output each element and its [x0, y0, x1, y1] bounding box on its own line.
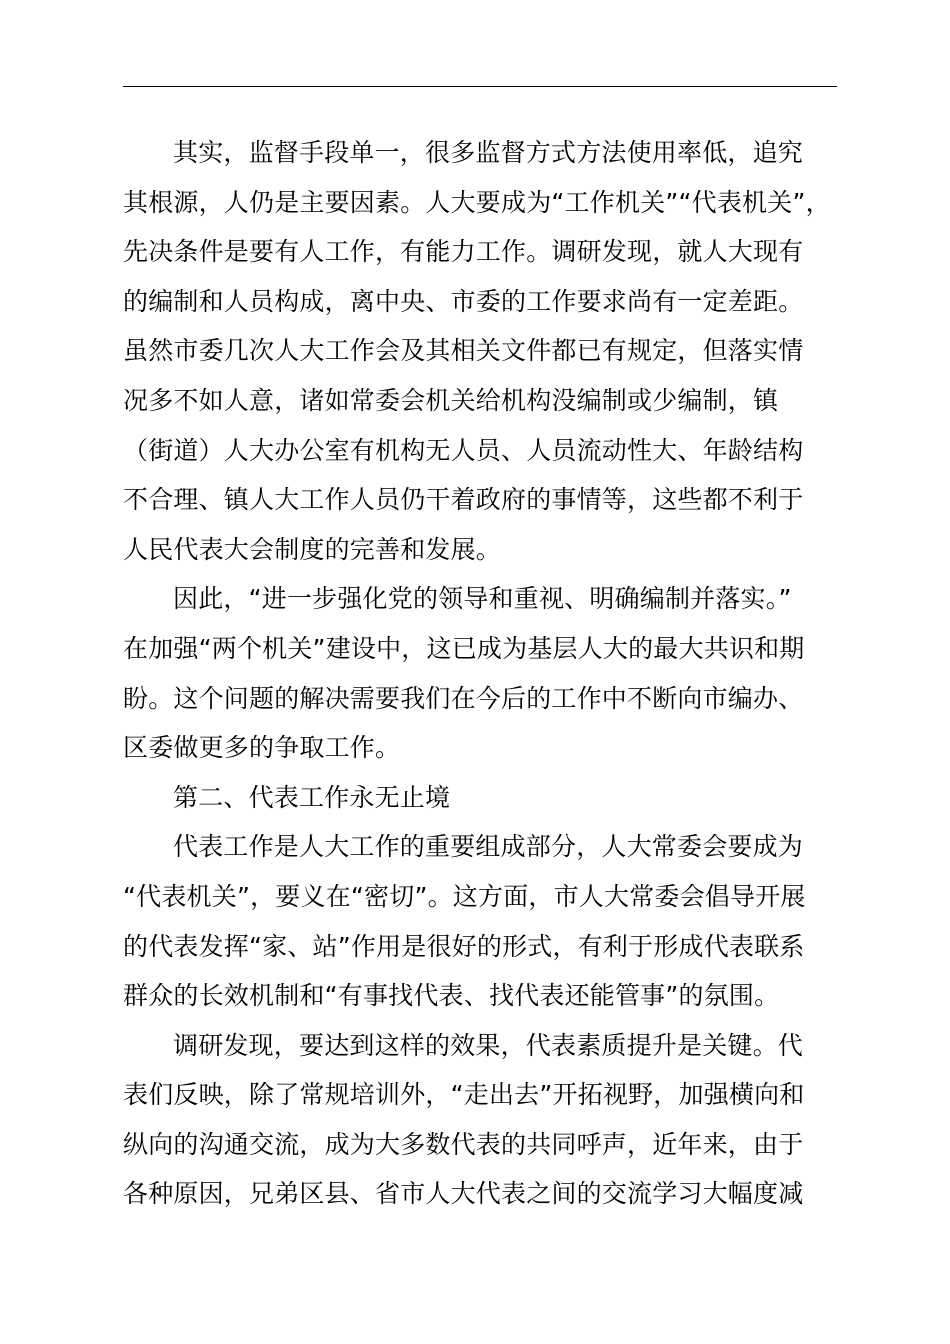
text-line: 其根源，人仍是主要因素。人大要成为“工作机关”“代表机关”， [123, 187, 831, 217]
text-line: 的代表发挥“家、站”作用是很好的形式，有利于形成代表联系 [123, 931, 805, 961]
text-line: 表们反映，除了常规培训外，“走出去”开拓视野，加强横向和 [123, 1080, 805, 1110]
text-line: 区委做更多的争取工作。 [123, 733, 401, 763]
text-line: 其实，监督手段单一，很多监督方式方法使用率低，追究 [173, 138, 804, 167]
text-line: 盼。这个问题的解决需要我们在今后的工作中不断向市编办、 [123, 683, 804, 713]
text-line: 人民代表大会制度的完善和发展。 [123, 534, 502, 564]
body-text [123, 128, 837, 1219]
text-line: 先决条件是要有人工作，有能力工作。调研发现，就人大现有 [123, 237, 804, 267]
text-line: 的编制和人员构成，离中央、市委的工作要求尚有一定差距。 [123, 286, 804, 316]
text-line: 不合理、镇人大工作人员仍干着政府的事情等，这些都不利于 [123, 485, 804, 515]
text-line: 因此，“进一步强化党的领导和重视、明确编制并落实。” [173, 584, 792, 614]
text-line: 第二、代表工作永无止境 [173, 782, 451, 812]
text-line: 纵向的沟通交流，成为大多数代表的共同呼声，近年来，由于 [123, 1129, 804, 1159]
text-line: “代表机关”，要义在“密切”。这方面，市人大常委会倡导开展 [123, 881, 806, 911]
text-line: 代表工作是人大工作的重要组成部分，人大常委会要成为 [173, 832, 804, 862]
text-line: （街道）人大办公室有机构无人员、人员流动性大、年龄结构 [123, 435, 804, 465]
header-rule [123, 86, 837, 87]
text-line: 在加强“两个机关”建设中，这已成为基层人大的最大共识和期 [123, 633, 805, 663]
text-line: 调研发现，要达到这样的效果，代表素质提升是关键。代 [173, 1030, 804, 1060]
text-line: 况多不如人意，诸如常委会机关给机构没编制或少编制，镇 [123, 385, 779, 415]
text-line: 虽然市委几次人大工作会及其相关文件都已有规定，但落实情 [123, 336, 804, 366]
text-line: 各种原因，兄弟区县、省市人大代表之间的交流学习大幅度减 [123, 1179, 804, 1209]
text-line: 群众的长效机制和“有事找代表、找代表还能管事”的氛围。 [123, 981, 780, 1011]
